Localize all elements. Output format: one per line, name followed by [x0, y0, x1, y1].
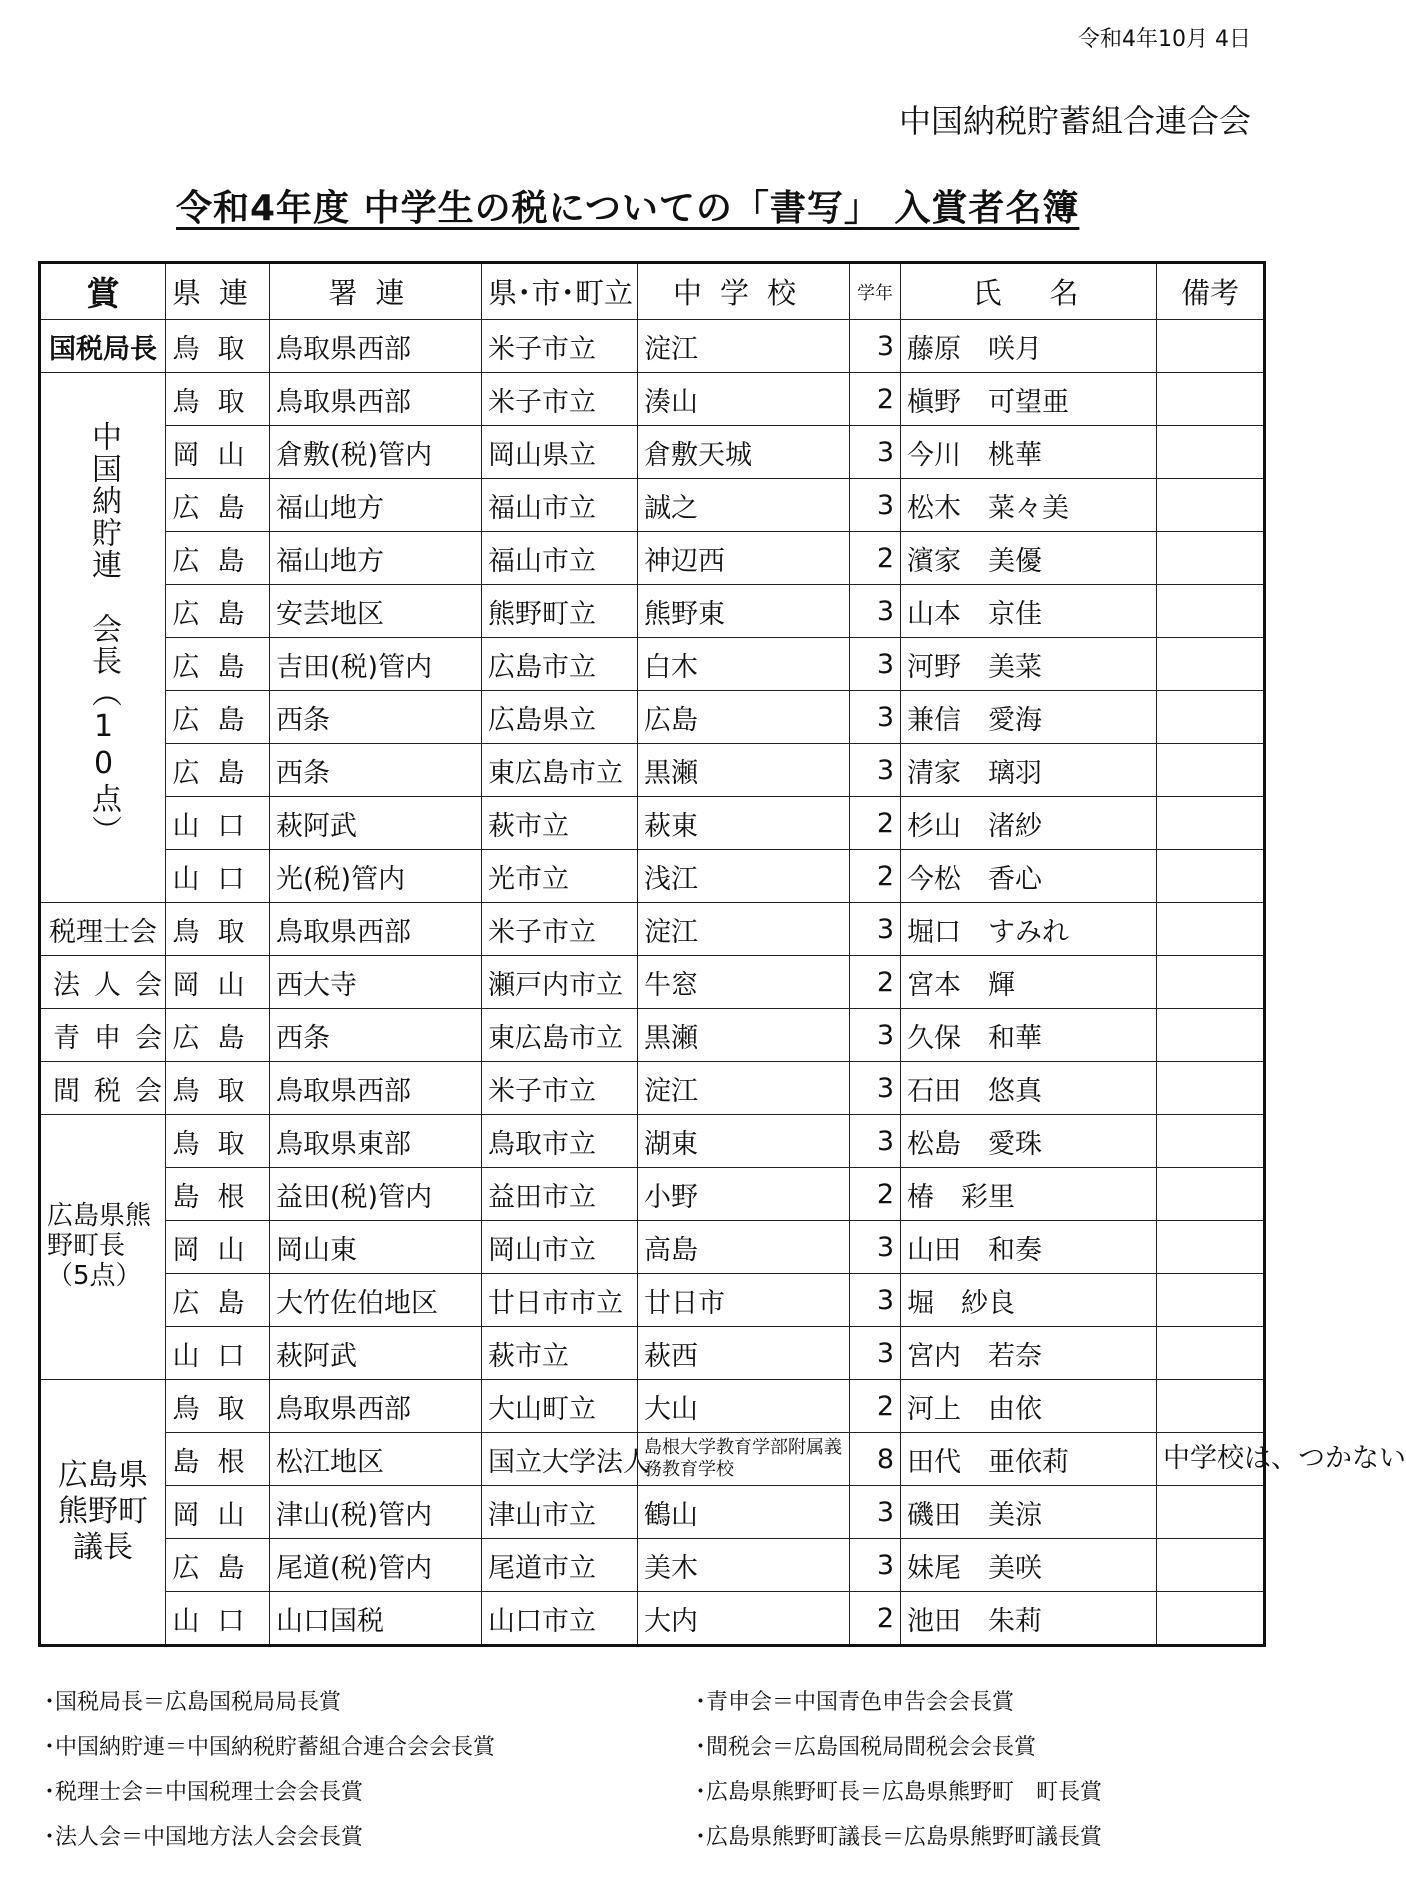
notes-cell — [1157, 532, 1265, 585]
table-row — [40, 479, 1265, 532]
municipality-cell: 東広島市立 — [482, 1009, 638, 1062]
grade-cell: 3 — [850, 691, 901, 744]
student-name-cell: 堀口 すみれ — [901, 903, 1157, 956]
municipality-cell: 尾道市立 — [482, 1539, 638, 1592]
grade-cell: 2 — [850, 797, 901, 850]
student-name-cell: 今松 香心 — [901, 850, 1157, 903]
prefecture-cell: 岡山 — [166, 426, 270, 479]
prefecture-cell: 島根 — [166, 1433, 270, 1486]
office-cell: 鳥取県西部 — [270, 1062, 482, 1115]
table-row — [40, 1009, 1265, 1062]
school-cell: 牛窓 — [638, 956, 850, 1009]
office-cell: 尾道(税)管内 — [270, 1539, 482, 1592]
municipality-cell: 米子市立 — [482, 320, 638, 373]
office-cell: 津山(税)管内 — [270, 1486, 482, 1539]
municipality-cell: 米子市立 — [482, 1062, 638, 1115]
student-name-cell: 槇野 可望亜 — [901, 373, 1157, 426]
table-row — [40, 638, 1265, 691]
grade-cell: 3 — [850, 479, 901, 532]
table-body — [40, 320, 1406, 1646]
student-name-cell: 今川 桃華 — [901, 426, 1157, 479]
grade-cell: 3 — [850, 1062, 901, 1115]
office-cell: 山口国税 — [270, 1592, 482, 1646]
notes-cell — [1157, 1274, 1265, 1327]
student-name-cell: 松島 愛珠 — [901, 1115, 1157, 1168]
table-row — [40, 691, 1265, 744]
prefecture-cell: 鳥取 — [166, 903, 270, 956]
student-name-cell: 宮内 若奈 — [901, 1327, 1157, 1380]
column-header-school: 中学校 — [638, 263, 850, 320]
prefecture-cell: 岡山 — [166, 1486, 270, 1539]
grade-cell: 3 — [850, 1486, 901, 1539]
column-header-grade: 学年 — [850, 263, 901, 320]
grade-cell: 3 — [850, 1221, 901, 1274]
table-row — [40, 585, 1265, 638]
municipality-cell: 熊野町立 — [482, 585, 638, 638]
municipality-cell: 広島県立 — [482, 691, 638, 744]
grade-cell: 3 — [850, 585, 901, 638]
prefecture-cell: 岡山 — [166, 1221, 270, 1274]
student-name-cell: 杉山 渚紗 — [901, 797, 1157, 850]
column-header-award: 賞 — [40, 263, 166, 320]
notes-cell — [1157, 1327, 1265, 1380]
award-roster-table — [38, 261, 1406, 1647]
municipality-cell: 岡山県立 — [482, 426, 638, 479]
office-cell: 鳥取県西部 — [270, 903, 482, 956]
student-name-cell: 松木 菜々美 — [901, 479, 1157, 532]
municipality-cell: 岡山市立 — [482, 1221, 638, 1274]
notes-cell — [1157, 479, 1265, 532]
student-name-cell: 久保 和華 — [901, 1009, 1157, 1062]
office-cell: 西条 — [270, 744, 482, 797]
organization-name: 中国納税貯蓄組合連合会 — [898, 102, 1251, 140]
student-name-cell: 山本 京佳 — [901, 585, 1157, 638]
office-cell: 萩阿武 — [270, 797, 482, 850]
table-row — [40, 373, 1265, 426]
notes-cell — [1157, 691, 1265, 744]
notes-cell — [1157, 850, 1265, 903]
office-cell: 西大寺 — [270, 956, 482, 1009]
office-cell: 岡山東 — [270, 1221, 482, 1274]
student-name-cell: 堀 紗良 — [901, 1274, 1157, 1327]
municipality-cell: 瀬戸内市立 — [482, 956, 638, 1009]
school-cell: 小野 — [638, 1168, 850, 1221]
school-cell: 湊山 — [638, 373, 850, 426]
table-row — [40, 850, 1265, 903]
municipality-cell: 萩市立 — [482, 1327, 638, 1380]
grade-cell: 2 — [850, 1380, 901, 1433]
municipality-cell: 広島市立 — [482, 638, 638, 691]
column-header-prefecture: 県連 — [166, 263, 270, 320]
award-cell: 法人会 — [40, 956, 166, 1009]
prefecture-cell: 鳥取 — [166, 1380, 270, 1433]
grade-cell: 3 — [850, 1274, 901, 1327]
legend-item: ･税理士会＝中国税理士会会長賞 — [44, 1780, 364, 1805]
award-legend-right — [695, 1680, 1102, 1860]
award-legend-left — [44, 1680, 495, 1860]
municipality-cell: 福山市立 — [482, 479, 638, 532]
office-cell: 光(税)管内 — [270, 850, 482, 903]
grade-cell: 2 — [850, 1168, 901, 1221]
table-row — [40, 426, 1265, 479]
notes-cell — [1157, 320, 1265, 373]
table-row — [40, 1327, 1265, 1380]
grade-cell: 3 — [850, 744, 901, 797]
grade-cell: 8 — [850, 1433, 901, 1486]
table-row — [40, 320, 1265, 373]
notes-cell — [1157, 585, 1265, 638]
notes-cell — [1157, 638, 1265, 691]
table-row — [40, 1539, 1265, 1592]
notes-cell — [1157, 1592, 1265, 1646]
award-cell-chugoku-nochoren — [40, 373, 166, 903]
school-cell: 熊野東 — [638, 585, 850, 638]
student-name-cell: 石田 悠真 — [901, 1062, 1157, 1115]
table-row — [40, 1592, 1265, 1646]
grade-cell: 2 — [850, 1592, 901, 1646]
office-cell: 西条 — [270, 1009, 482, 1062]
notes-cell — [1157, 1539, 1265, 1592]
table-row — [40, 1274, 1265, 1327]
municipality-cell: 東広島市立 — [482, 744, 638, 797]
office-cell: 西条 — [270, 691, 482, 744]
column-header-office: 署連 — [270, 263, 482, 320]
table-row — [40, 956, 1265, 1009]
student-name-cell: 兼信 愛海 — [901, 691, 1157, 744]
award-cell: 青申会 — [40, 1009, 166, 1062]
award-label: 中国納貯連 会長（10点） — [86, 421, 121, 847]
prefecture-cell: 広島 — [166, 1274, 270, 1327]
student-name-cell: 河上 由依 — [901, 1380, 1157, 1433]
column-header-municipality: 県･市･町立 — [482, 263, 638, 320]
notes-cell — [1157, 1009, 1265, 1062]
legend-item: ･中国納貯連＝中国納税貯蓄組合連合会会長賞 — [44, 1735, 496, 1760]
school-cell: 廿日市 — [638, 1274, 850, 1327]
school-cell: 大内 — [638, 1592, 850, 1646]
school-cell: 白木 — [638, 638, 850, 691]
prefecture-cell: 山口 — [166, 850, 270, 903]
grade-cell: 2 — [850, 373, 901, 426]
table-row — [40, 1486, 1265, 1539]
school-cell: 鶴山 — [638, 1486, 850, 1539]
student-name-cell: 濱家 美優 — [901, 532, 1157, 585]
column-header-name: 氏名 — [901, 263, 1157, 320]
grade-cell: 3 — [850, 320, 901, 373]
student-name-cell: 清家 璃羽 — [901, 744, 1157, 797]
school-name-text: 島根大学教育学部附属義務教育学校 — [644, 1437, 842, 1480]
prefecture-cell: 鳥取 — [166, 1115, 270, 1168]
office-cell: 鳥取県西部 — [270, 320, 482, 373]
municipality-cell: 光市立 — [482, 850, 638, 903]
office-cell: 大竹佐伯地区 — [270, 1274, 482, 1327]
school-cell: 浅江 — [638, 850, 850, 903]
school-cell: 高島 — [638, 1221, 850, 1274]
student-name-cell: 妹尾 美咲 — [901, 1539, 1157, 1592]
prefecture-cell: 広島 — [166, 479, 270, 532]
column-header-notes: 備考 — [1157, 263, 1265, 320]
document-date: 令和4年10月 4日 — [1078, 27, 1251, 52]
prefecture-cell: 鳥取 — [166, 320, 270, 373]
prefecture-cell: 島根 — [166, 1168, 270, 1221]
prefecture-cell: 鳥取 — [166, 373, 270, 426]
prefecture-cell: 岡山 — [166, 956, 270, 1009]
grade-cell: 3 — [850, 1327, 901, 1380]
office-cell: 福山地方 — [270, 479, 482, 532]
prefecture-cell: 広島 — [166, 532, 270, 585]
award-label: 広島県熊野町議長 — [58, 1458, 148, 1565]
student-name-cell: 田代 亜依莉 — [901, 1433, 1157, 1486]
grade-cell: 3 — [850, 426, 901, 479]
office-cell: 吉田(税)管内 — [270, 638, 482, 691]
municipality-cell: 萩市立 — [482, 797, 638, 850]
school-cell: 淀江 — [638, 903, 850, 956]
municipality-cell: 米子市立 — [482, 903, 638, 956]
prefecture-cell: 広島 — [166, 638, 270, 691]
school-cell: 萩西 — [638, 1327, 850, 1380]
municipality-cell: 津山市立 — [482, 1486, 638, 1539]
student-name-cell: 宮本 輝 — [901, 956, 1157, 1009]
notes-cell — [1157, 1062, 1265, 1115]
office-cell: 安芸地区 — [270, 585, 482, 638]
school-cell: 黒瀬 — [638, 1009, 850, 1062]
prefecture-cell: 山口 — [166, 797, 270, 850]
municipality-cell: 鳥取市立 — [482, 1115, 638, 1168]
school-cell: 神辺西 — [638, 532, 850, 585]
table-row — [40, 903, 1265, 956]
grade-cell: 2 — [850, 956, 901, 1009]
legend-item: ･広島県熊野町議長＝広島県熊野町議長賞 — [695, 1825, 1103, 1850]
award-cell-kumano-mayor — [40, 1115, 166, 1380]
table-row — [40, 1115, 1265, 1168]
office-cell: 鳥取県東部 — [270, 1115, 482, 1168]
school-cell: 淀江 — [638, 1062, 850, 1115]
school-cell: 倉敷天城 — [638, 426, 850, 479]
notes-cell: 中学校は、つかない — [1157, 1433, 1265, 1486]
table-header-row — [40, 263, 1265, 320]
notes-cell — [1157, 797, 1265, 850]
prefecture-cell: 広島 — [166, 1009, 270, 1062]
office-cell: 松江地区 — [270, 1433, 482, 1486]
office-cell: 萩阿武 — [270, 1327, 482, 1380]
prefecture-cell: 山口 — [166, 1592, 270, 1646]
table-row — [40, 532, 1265, 585]
notes-cell — [1157, 744, 1265, 797]
notes-cell — [1157, 1115, 1265, 1168]
student-name-cell: 磯田 美涼 — [901, 1486, 1157, 1539]
municipality-cell: 国立大学法人 — [482, 1433, 638, 1486]
table-row — [40, 1062, 1265, 1115]
award-cell: 税理士会 — [40, 903, 166, 956]
notes-cell — [1157, 373, 1265, 426]
notes-cell — [1157, 903, 1265, 956]
award-cell: 間税会 — [40, 1062, 166, 1115]
office-cell: 鳥取県西部 — [270, 1380, 482, 1433]
grade-cell: 3 — [850, 638, 901, 691]
school-cell — [638, 1433, 850, 1486]
legend-item: ･広島県熊野町長＝広島県熊野町 町長賞 — [695, 1780, 1103, 1805]
grade-cell: 3 — [850, 1539, 901, 1592]
school-cell: 美木 — [638, 1539, 850, 1592]
school-cell: 広島 — [638, 691, 850, 744]
grade-cell: 2 — [850, 850, 901, 903]
grade-cell: 3 — [850, 903, 901, 956]
student-name-cell: 椿 彩里 — [901, 1168, 1157, 1221]
municipality-cell: 米子市立 — [482, 373, 638, 426]
grade-cell: 2 — [850, 532, 901, 585]
municipality-cell: 廿日市市立 — [482, 1274, 638, 1327]
notes-cell — [1157, 1486, 1265, 1539]
school-cell: 大山 — [638, 1380, 850, 1433]
grade-cell: 3 — [850, 1009, 901, 1062]
municipality-cell: 大山町立 — [482, 1380, 638, 1433]
table-row — [40, 744, 1265, 797]
student-name-cell: 河野 美菜 — [901, 638, 1157, 691]
table-row — [40, 1433, 1265, 1486]
office-cell: 倉敷(税)管内 — [270, 426, 482, 479]
award-label: 広島県熊野町長（5点） — [47, 1201, 152, 1291]
notes-cell — [1157, 426, 1265, 479]
table-row — [40, 1380, 1265, 1433]
table-row — [40, 797, 1265, 850]
notes-cell — [1157, 956, 1265, 1009]
municipality-cell: 福山市立 — [482, 532, 638, 585]
student-name-cell: 山田 和奏 — [901, 1221, 1157, 1274]
table-row — [40, 1168, 1265, 1221]
prefecture-cell: 広島 — [166, 691, 270, 744]
school-cell: 黒瀬 — [638, 744, 850, 797]
municipality-cell: 益田市立 — [482, 1168, 638, 1221]
notes-cell — [1157, 1380, 1265, 1433]
award-cell: 国税局長 — [40, 320, 166, 373]
student-name-cell: 池田 朱莉 — [901, 1592, 1157, 1646]
grade-cell: 3 — [850, 1115, 901, 1168]
prefecture-cell: 広島 — [166, 585, 270, 638]
award-cell-kumano-chairman — [40, 1380, 166, 1646]
prefecture-cell: 広島 — [166, 1539, 270, 1592]
school-cell: 淀江 — [638, 320, 850, 373]
student-name-cell: 藤原 咲月 — [901, 320, 1157, 373]
school-cell: 誠之 — [638, 479, 850, 532]
table-row — [40, 1221, 1265, 1274]
office-cell: 鳥取県西部 — [270, 373, 482, 426]
municipality-cell: 山口市立 — [482, 1592, 638, 1646]
office-cell: 福山地方 — [270, 532, 482, 585]
office-cell: 益田(税)管内 — [270, 1168, 482, 1221]
prefecture-cell: 鳥取 — [166, 1062, 270, 1115]
prefecture-cell: 山口 — [166, 1327, 270, 1380]
legend-item: ･国税局長＝広島国税局局長賞 — [44, 1690, 342, 1715]
school-cell: 萩東 — [638, 797, 850, 850]
prefecture-cell: 広島 — [166, 744, 270, 797]
school-cell: 湖東 — [638, 1115, 850, 1168]
document-title: 令和4年度 中学生の税についての「書写」 入賞者名簿 — [176, 188, 1080, 229]
legend-item: ･間税会＝広島国税局間税会会長賞 — [695, 1735, 1037, 1760]
legend-item: ･青申会＝中国青色申告会会長賞 — [695, 1690, 1015, 1715]
notes-cell — [1157, 1221, 1265, 1274]
notes-cell — [1157, 1168, 1265, 1221]
legend-item: ･法人会＝中国地方法人会会長賞 — [44, 1825, 364, 1850]
